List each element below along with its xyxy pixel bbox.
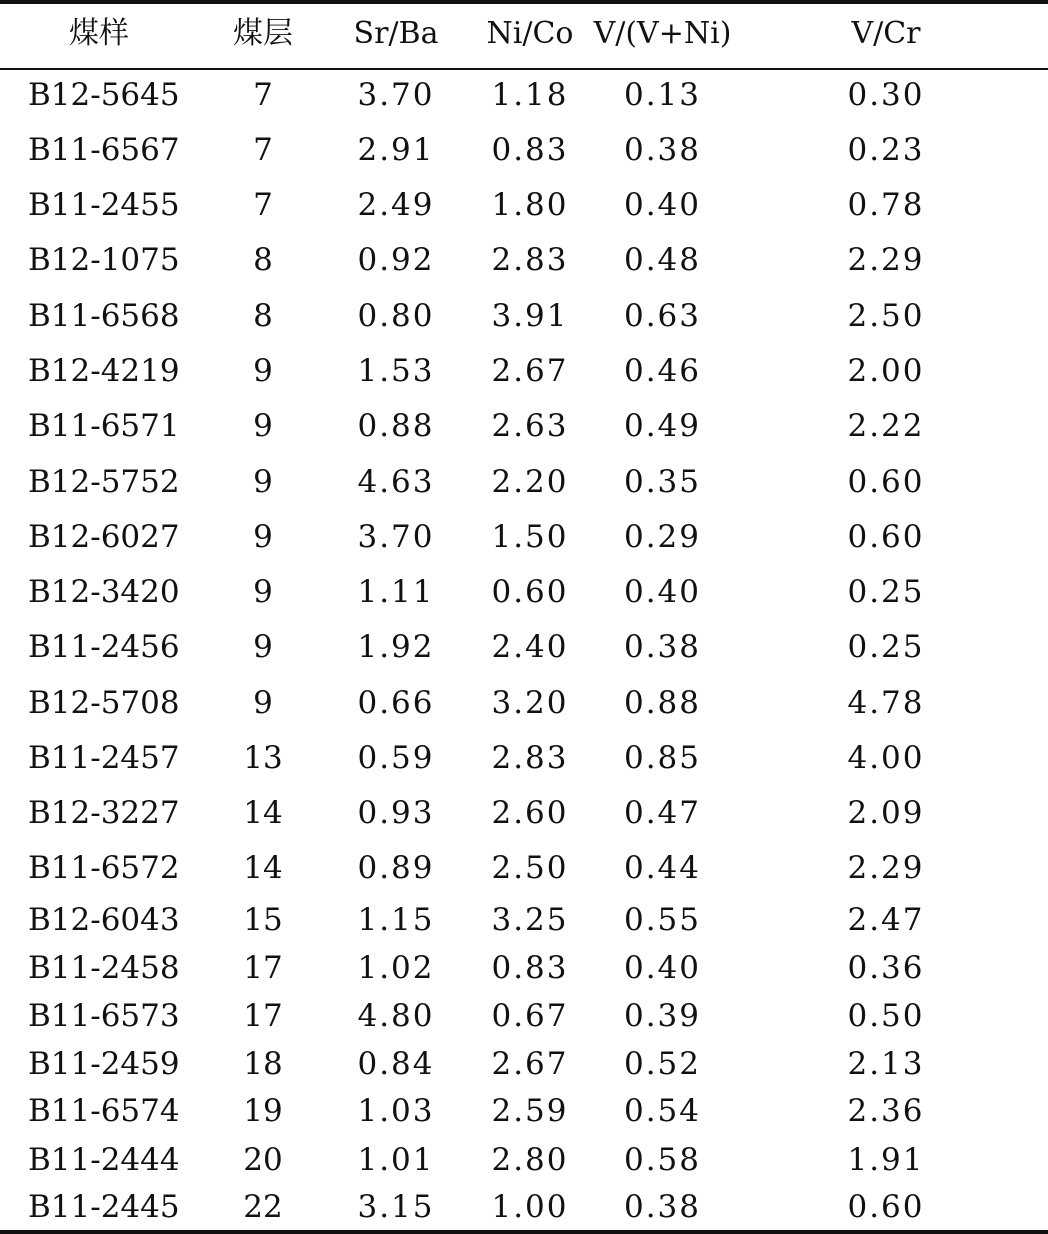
cell-v-v-ni: 0.88 [623,685,702,721]
cell-coal-sample: B12-5752 [28,464,180,500]
cell-v-cr: 0.30 [847,77,925,113]
cell-ni-co: 2.63 [491,408,569,444]
cell-coal-sample: B11-6573 [28,998,180,1034]
column-header-sr-ba: Sr/Ba [353,16,439,51]
cell-sr-ba: 1.02 [357,950,435,986]
cell-v-v-ni: 0.38 [623,1189,702,1225]
cell-ni-co: 2.67 [491,353,569,389]
cell-coal-seam: 8 [253,242,273,278]
cell-coal-sample: B11-6572 [28,850,180,886]
cell-v-v-ni: 0.40 [623,187,702,223]
cell-ni-co: 2.83 [491,242,569,278]
cell-coal-sample: B11-2457 [28,740,180,776]
cell-coal-seam: 14 [243,795,283,831]
cell-v-cr: 2.13 [847,1046,925,1082]
table-row [0,1091,1048,1131]
cell-coal-seam: 9 [253,519,273,555]
cell-coal-seam: 20 [243,1142,283,1178]
cell-coal-seam: 17 [243,998,283,1034]
cell-ni-co: 2.59 [491,1093,569,1129]
cell-coal-seam: 14 [243,850,283,886]
cell-v-cr: 0.25 [847,629,925,665]
cell-coal-seam: 8 [253,298,273,334]
column-header-ni-co: Ni/Co [486,16,574,51]
header-separator-rule [0,68,1048,70]
cell-coal-sample: B12-6027 [28,519,180,555]
cell-coal-seam: 17 [243,950,283,986]
cell-coal-seam: 15 [243,902,283,938]
cell-coal-seam: 9 [253,574,273,610]
cell-v-v-ni: 0.63 [623,298,702,334]
cell-ni-co: 0.83 [491,132,569,168]
cell-v-v-ni: 0.85 [623,740,702,776]
cell-ni-co: 1.80 [491,187,569,223]
cell-sr-ba: 3.70 [357,77,435,113]
cell-v-v-ni: 0.40 [623,950,702,986]
cell-v-v-ni: 0.49 [623,408,702,444]
cell-v-v-ni: 0.55 [623,902,702,938]
cell-v-cr: 0.36 [847,950,925,986]
table-row [0,185,1048,225]
cell-sr-ba: 0.92 [357,242,435,278]
cell-ni-co: 2.60 [491,795,569,831]
cell-sr-ba: 0.88 [357,408,435,444]
cell-coal-sample: B11-2445 [28,1189,180,1225]
cell-v-cr: 0.23 [847,132,925,168]
table-row [0,240,1048,280]
cell-sr-ba: 4.63 [357,464,435,500]
cell-coal-sample: B12-3227 [28,795,180,831]
cell-ni-co: 1.18 [491,77,569,113]
cell-v-v-ni: 0.40 [623,574,702,610]
cell-sr-ba: 1.92 [357,629,435,665]
cell-sr-ba: 0.80 [357,298,435,334]
table-row [0,996,1048,1036]
cell-v-v-ni: 0.54 [623,1093,702,1129]
cell-coal-seam: 9 [253,353,273,389]
cell-v-cr: 2.00 [847,353,925,389]
cell-v-cr: 2.47 [847,902,925,938]
cell-v-v-ni: 0.52 [623,1046,702,1082]
cell-v-v-ni: 0.38 [623,132,702,168]
cell-ni-co: 3.25 [491,902,569,938]
cell-ni-co: 0.60 [491,574,569,610]
cell-sr-ba: 0.59 [357,740,435,776]
table-row [0,517,1048,557]
cell-ni-co: 3.91 [491,298,569,334]
cell-ni-co: 3.20 [491,685,569,721]
column-header-coal-seam: 煤层 [233,16,293,51]
cell-sr-ba: 2.49 [357,187,435,223]
cell-coal-sample: B11-6568 [28,298,180,334]
cell-sr-ba: 3.15 [357,1189,435,1225]
cell-v-v-ni: 0.44 [623,850,702,886]
cell-sr-ba: 1.01 [357,1142,435,1178]
cell-coal-sample: B11-2459 [28,1046,180,1082]
cell-coal-seam: 9 [253,685,273,721]
cell-v-cr: 1.91 [847,1142,925,1178]
cell-v-cr: 0.60 [847,1189,925,1225]
cell-v-cr: 0.60 [847,519,925,555]
cell-coal-seam: 9 [253,629,273,665]
cell-v-cr: 0.78 [847,187,925,223]
cell-v-cr: 2.22 [847,408,925,444]
cell-v-v-ni: 0.58 [623,1142,702,1178]
cell-v-v-ni: 0.35 [623,464,702,500]
cell-sr-ba: 1.03 [357,1093,435,1129]
table-top-rule [0,0,1048,4]
cell-sr-ba: 3.70 [357,519,435,555]
table-bottom-rule [0,1230,1048,1234]
cell-coal-sample: B11-2444 [28,1142,180,1178]
cell-coal-seam: 19 [243,1093,283,1129]
cell-sr-ba: 0.66 [357,685,435,721]
column-header-v-v-ni: V/(V+Ni) [593,16,732,51]
cell-ni-co: 2.50 [491,850,569,886]
column-header-coal-sample: 煤样 [69,16,129,51]
cell-v-v-ni: 0.29 [623,519,702,555]
cell-sr-ba: 1.15 [357,902,435,938]
table-row [0,1187,1048,1227]
cell-coal-seam: 13 [243,740,283,776]
cell-coal-seam: 7 [253,132,273,168]
cell-coal-sample: B11-6567 [28,132,180,168]
cell-coal-sample: B12-6043 [28,902,180,938]
cell-coal-sample: B12-5645 [28,77,180,113]
cell-v-v-ni: 0.38 [623,629,702,665]
cell-v-v-ni: 0.46 [623,353,702,389]
cell-coal-sample: B11-6574 [28,1093,180,1129]
cell-coal-sample: B12-1075 [28,242,180,278]
table-row [0,683,1048,723]
cell-v-cr: 0.60 [847,464,925,500]
table-row [0,351,1048,391]
cell-ni-co: 0.83 [491,950,569,986]
cell-sr-ba: 1.53 [357,353,435,389]
cell-coal-sample: B11-2455 [28,187,180,223]
cell-ni-co: 2.83 [491,740,569,776]
cell-coal-sample: B12-4219 [28,353,180,389]
table-row [0,296,1048,336]
cell-ni-co: 2.40 [491,629,569,665]
table-row [0,848,1048,888]
cell-coal-seam: 7 [253,187,273,223]
cell-ni-co: 0.67 [491,998,569,1034]
cell-v-v-ni: 0.13 [623,77,702,113]
cell-v-cr: 2.29 [847,242,925,278]
cell-ni-co: 2.80 [491,1142,569,1178]
table-row [0,462,1048,502]
table-row [0,738,1048,778]
cell-coal-sample: B11-6571 [28,408,180,444]
column-header-v-cr: V/Cr [851,16,921,51]
cell-v-cr: 4.00 [847,740,925,776]
cell-ni-co: 1.50 [491,519,569,555]
cell-v-cr: 2.09 [847,795,925,831]
cell-v-cr: 2.36 [847,1093,925,1129]
table-row [0,627,1048,667]
cell-coal-seam: 9 [253,464,273,500]
cell-v-v-ni: 0.39 [623,998,702,1034]
cell-ni-co: 2.20 [491,464,569,500]
cell-coal-seam: 7 [253,77,273,113]
cell-coal-sample: B11-2458 [28,950,180,986]
table-row [0,900,1048,940]
table-row [0,1140,1048,1180]
cell-coal-seam: 9 [253,408,273,444]
cell-sr-ba: 2.91 [357,132,435,168]
cell-sr-ba: 4.80 [357,998,435,1034]
table-row [0,406,1048,446]
cell-coal-seam: 18 [243,1046,283,1082]
table-header-row [0,14,1048,54]
cell-v-cr: 0.50 [847,998,925,1034]
cell-ni-co: 2.67 [491,1046,569,1082]
table-row [0,948,1048,988]
table-row [0,75,1048,115]
cell-coal-sample: B12-5708 [28,685,180,721]
cell-sr-ba: 0.93 [357,795,435,831]
table-row [0,130,1048,170]
cell-sr-ba: 0.89 [357,850,435,886]
cell-v-cr: 2.50 [847,298,925,334]
cell-v-cr: 2.29 [847,850,925,886]
cell-v-cr: 0.25 [847,574,925,610]
cell-ni-co: 1.00 [491,1189,569,1225]
table-row [0,793,1048,833]
cell-coal-sample: B12-3420 [28,574,180,610]
cell-v-cr: 4.78 [847,685,925,721]
table-row [0,572,1048,612]
table-row [0,1044,1048,1084]
cell-sr-ba: 1.11 [357,574,435,610]
cell-coal-seam: 22 [243,1189,283,1225]
cell-v-v-ni: 0.48 [623,242,702,278]
cell-sr-ba: 0.84 [357,1046,435,1082]
cell-v-v-ni: 0.47 [623,795,702,831]
cell-coal-sample: B11-2456 [28,629,180,665]
